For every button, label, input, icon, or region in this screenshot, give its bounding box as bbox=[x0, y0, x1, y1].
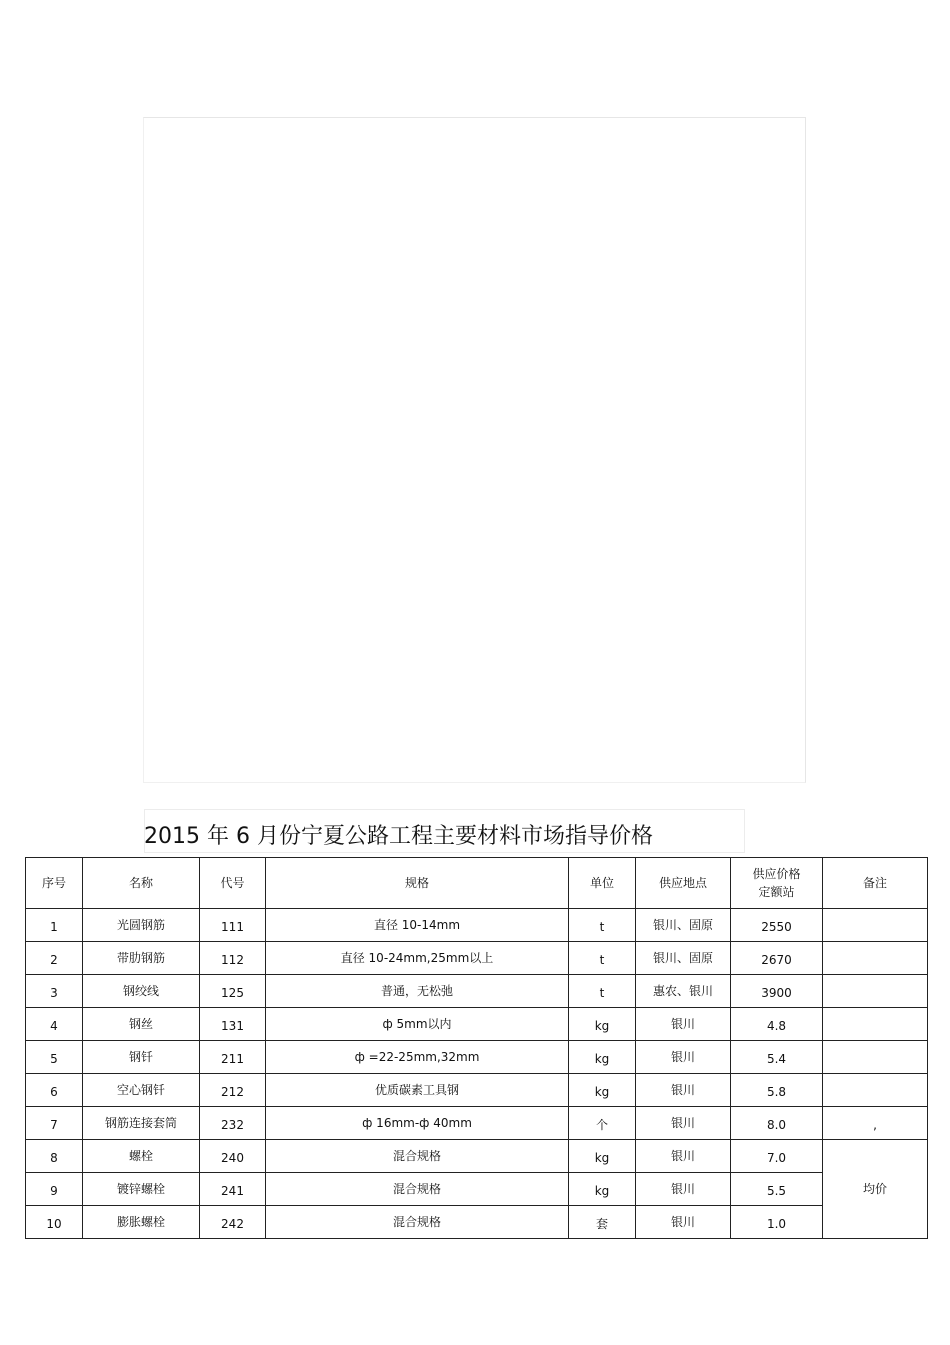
cell-unit: kg bbox=[569, 1140, 636, 1173]
blank-image-frame bbox=[143, 117, 806, 783]
cell-name: 镀锌螺栓 bbox=[83, 1173, 200, 1206]
cell-note bbox=[823, 1041, 928, 1074]
cell-unit: 个 bbox=[569, 1107, 636, 1140]
header-name: 名称 bbox=[83, 858, 200, 909]
table-row bbox=[26, 1074, 928, 1107]
header-unit: 单位 bbox=[569, 858, 636, 909]
cell-spec: 混合规格 bbox=[266, 1140, 569, 1173]
cell-spec: 直径 10-14mm bbox=[266, 909, 569, 942]
cell-seq: 3 bbox=[26, 975, 83, 1008]
cell-location: 银川、固原 bbox=[636, 909, 731, 942]
cell-seq: 5 bbox=[26, 1041, 83, 1074]
cell-unit: kg bbox=[569, 1173, 636, 1206]
cell-location: 银川、固原 bbox=[636, 942, 731, 975]
table-row bbox=[26, 1107, 928, 1140]
cell-unit: t bbox=[569, 942, 636, 975]
cell-name: 光圆钢筋 bbox=[83, 909, 200, 942]
cell-note bbox=[823, 942, 928, 975]
cell-code: 242 bbox=[200, 1206, 266, 1239]
header-price bbox=[731, 858, 823, 909]
cell-price: 2670 bbox=[731, 942, 823, 975]
cell-spec: 优质碳素工具钢 bbox=[266, 1074, 569, 1107]
cell-price: 1.0 bbox=[731, 1206, 823, 1239]
table-row bbox=[26, 909, 928, 942]
table-row bbox=[26, 1140, 928, 1173]
cell-note bbox=[823, 975, 928, 1008]
cell-location: 银川 bbox=[636, 1173, 731, 1206]
cell-seq: 6 bbox=[26, 1074, 83, 1107]
cell-name: 钢筋连接套筒 bbox=[83, 1107, 200, 1140]
cell-location: 银川 bbox=[636, 1041, 731, 1074]
cell-code: 212 bbox=[200, 1074, 266, 1107]
cell-note: , bbox=[823, 1107, 928, 1140]
cell-price: 3900 bbox=[731, 975, 823, 1008]
cell-seq: 1 bbox=[26, 909, 83, 942]
cell-spec: ф 5mm以内 bbox=[266, 1008, 569, 1041]
cell-code: 241 bbox=[200, 1173, 266, 1206]
cell-price: 7.0 bbox=[731, 1140, 823, 1173]
header-seq: 序号 bbox=[26, 858, 83, 909]
table-row bbox=[26, 975, 928, 1008]
cell-name: 钢绞线 bbox=[83, 975, 200, 1008]
cell-name: 膨胀螺栓 bbox=[83, 1206, 200, 1239]
cell-seq: 8 bbox=[26, 1140, 83, 1173]
cell-seq: 7 bbox=[26, 1107, 83, 1140]
table-row bbox=[26, 1206, 928, 1239]
cell-price: 4.8 bbox=[731, 1008, 823, 1041]
header-note: 备注 bbox=[823, 858, 928, 909]
cell-name: 钢钎 bbox=[83, 1041, 200, 1074]
cell-spec: ф 16mm-ф 40mm bbox=[266, 1107, 569, 1140]
cell-code: 240 bbox=[200, 1140, 266, 1173]
price-table bbox=[25, 857, 928, 1239]
table-row bbox=[26, 1041, 928, 1074]
cell-note-merged: 均价 bbox=[823, 1140, 928, 1239]
table-row bbox=[26, 1008, 928, 1041]
cell-name: 钢丝 bbox=[83, 1008, 200, 1041]
header-price-line1: 供应价格 bbox=[752, 867, 801, 881]
cell-price: 5.8 bbox=[731, 1074, 823, 1107]
cell-spec: 混合规格 bbox=[266, 1206, 569, 1239]
cell-code: 131 bbox=[200, 1008, 266, 1041]
cell-code: 211 bbox=[200, 1041, 266, 1074]
cell-unit: 套 bbox=[569, 1206, 636, 1239]
cell-location: 惠农、银川 bbox=[636, 975, 731, 1008]
cell-unit: t bbox=[569, 909, 636, 942]
cell-code: 232 bbox=[200, 1107, 266, 1140]
cell-note bbox=[823, 1008, 928, 1041]
cell-unit: kg bbox=[569, 1008, 636, 1041]
cell-seq: 10 bbox=[26, 1206, 83, 1239]
cell-name: 螺栓 bbox=[83, 1140, 200, 1173]
cell-price: 2550 bbox=[731, 909, 823, 942]
cell-code: 112 bbox=[200, 942, 266, 975]
cell-location: 银川 bbox=[636, 1206, 731, 1239]
cell-location: 银川 bbox=[636, 1107, 731, 1140]
cell-unit: kg bbox=[569, 1041, 636, 1074]
cell-note bbox=[823, 909, 928, 942]
cell-seq: 2 bbox=[26, 942, 83, 975]
cell-price: 5.5 bbox=[731, 1173, 823, 1206]
table-row bbox=[26, 1173, 928, 1206]
cell-price: 5.4 bbox=[731, 1041, 823, 1074]
cell-location: 银川 bbox=[636, 1074, 731, 1107]
cell-note bbox=[823, 1074, 928, 1107]
cell-spec: 直径 10-24mm,25mm以上 bbox=[266, 942, 569, 975]
cell-price: 8.0 bbox=[731, 1107, 823, 1140]
cell-unit: t bbox=[569, 975, 636, 1008]
cell-location: 银川 bbox=[636, 1008, 731, 1041]
cell-code: 111 bbox=[200, 909, 266, 942]
cell-name: 空心钢钎 bbox=[83, 1074, 200, 1107]
cell-name: 带肋钢筋 bbox=[83, 942, 200, 975]
cell-seq: 9 bbox=[26, 1173, 83, 1206]
cell-spec: 混合规格 bbox=[266, 1173, 569, 1206]
cell-location: 银川 bbox=[636, 1140, 731, 1173]
cell-code: 125 bbox=[200, 975, 266, 1008]
header-spec: 规格 bbox=[266, 858, 569, 909]
cell-spec: 普通，无松弛 bbox=[266, 975, 569, 1008]
header-code: 代号 bbox=[200, 858, 266, 909]
header-price-line2: 定额站 bbox=[758, 885, 795, 899]
header-location: 供应地点 bbox=[636, 858, 731, 909]
table-row bbox=[26, 942, 928, 975]
table-header-row bbox=[26, 858, 928, 909]
page-title: 2015 年 6 月份宁夏公路工程主要材料市场指导价格 bbox=[144, 824, 653, 849]
cell-spec: ф =22-25mm,32mm bbox=[266, 1041, 569, 1074]
cell-unit: kg bbox=[569, 1074, 636, 1107]
cell-seq: 4 bbox=[26, 1008, 83, 1041]
